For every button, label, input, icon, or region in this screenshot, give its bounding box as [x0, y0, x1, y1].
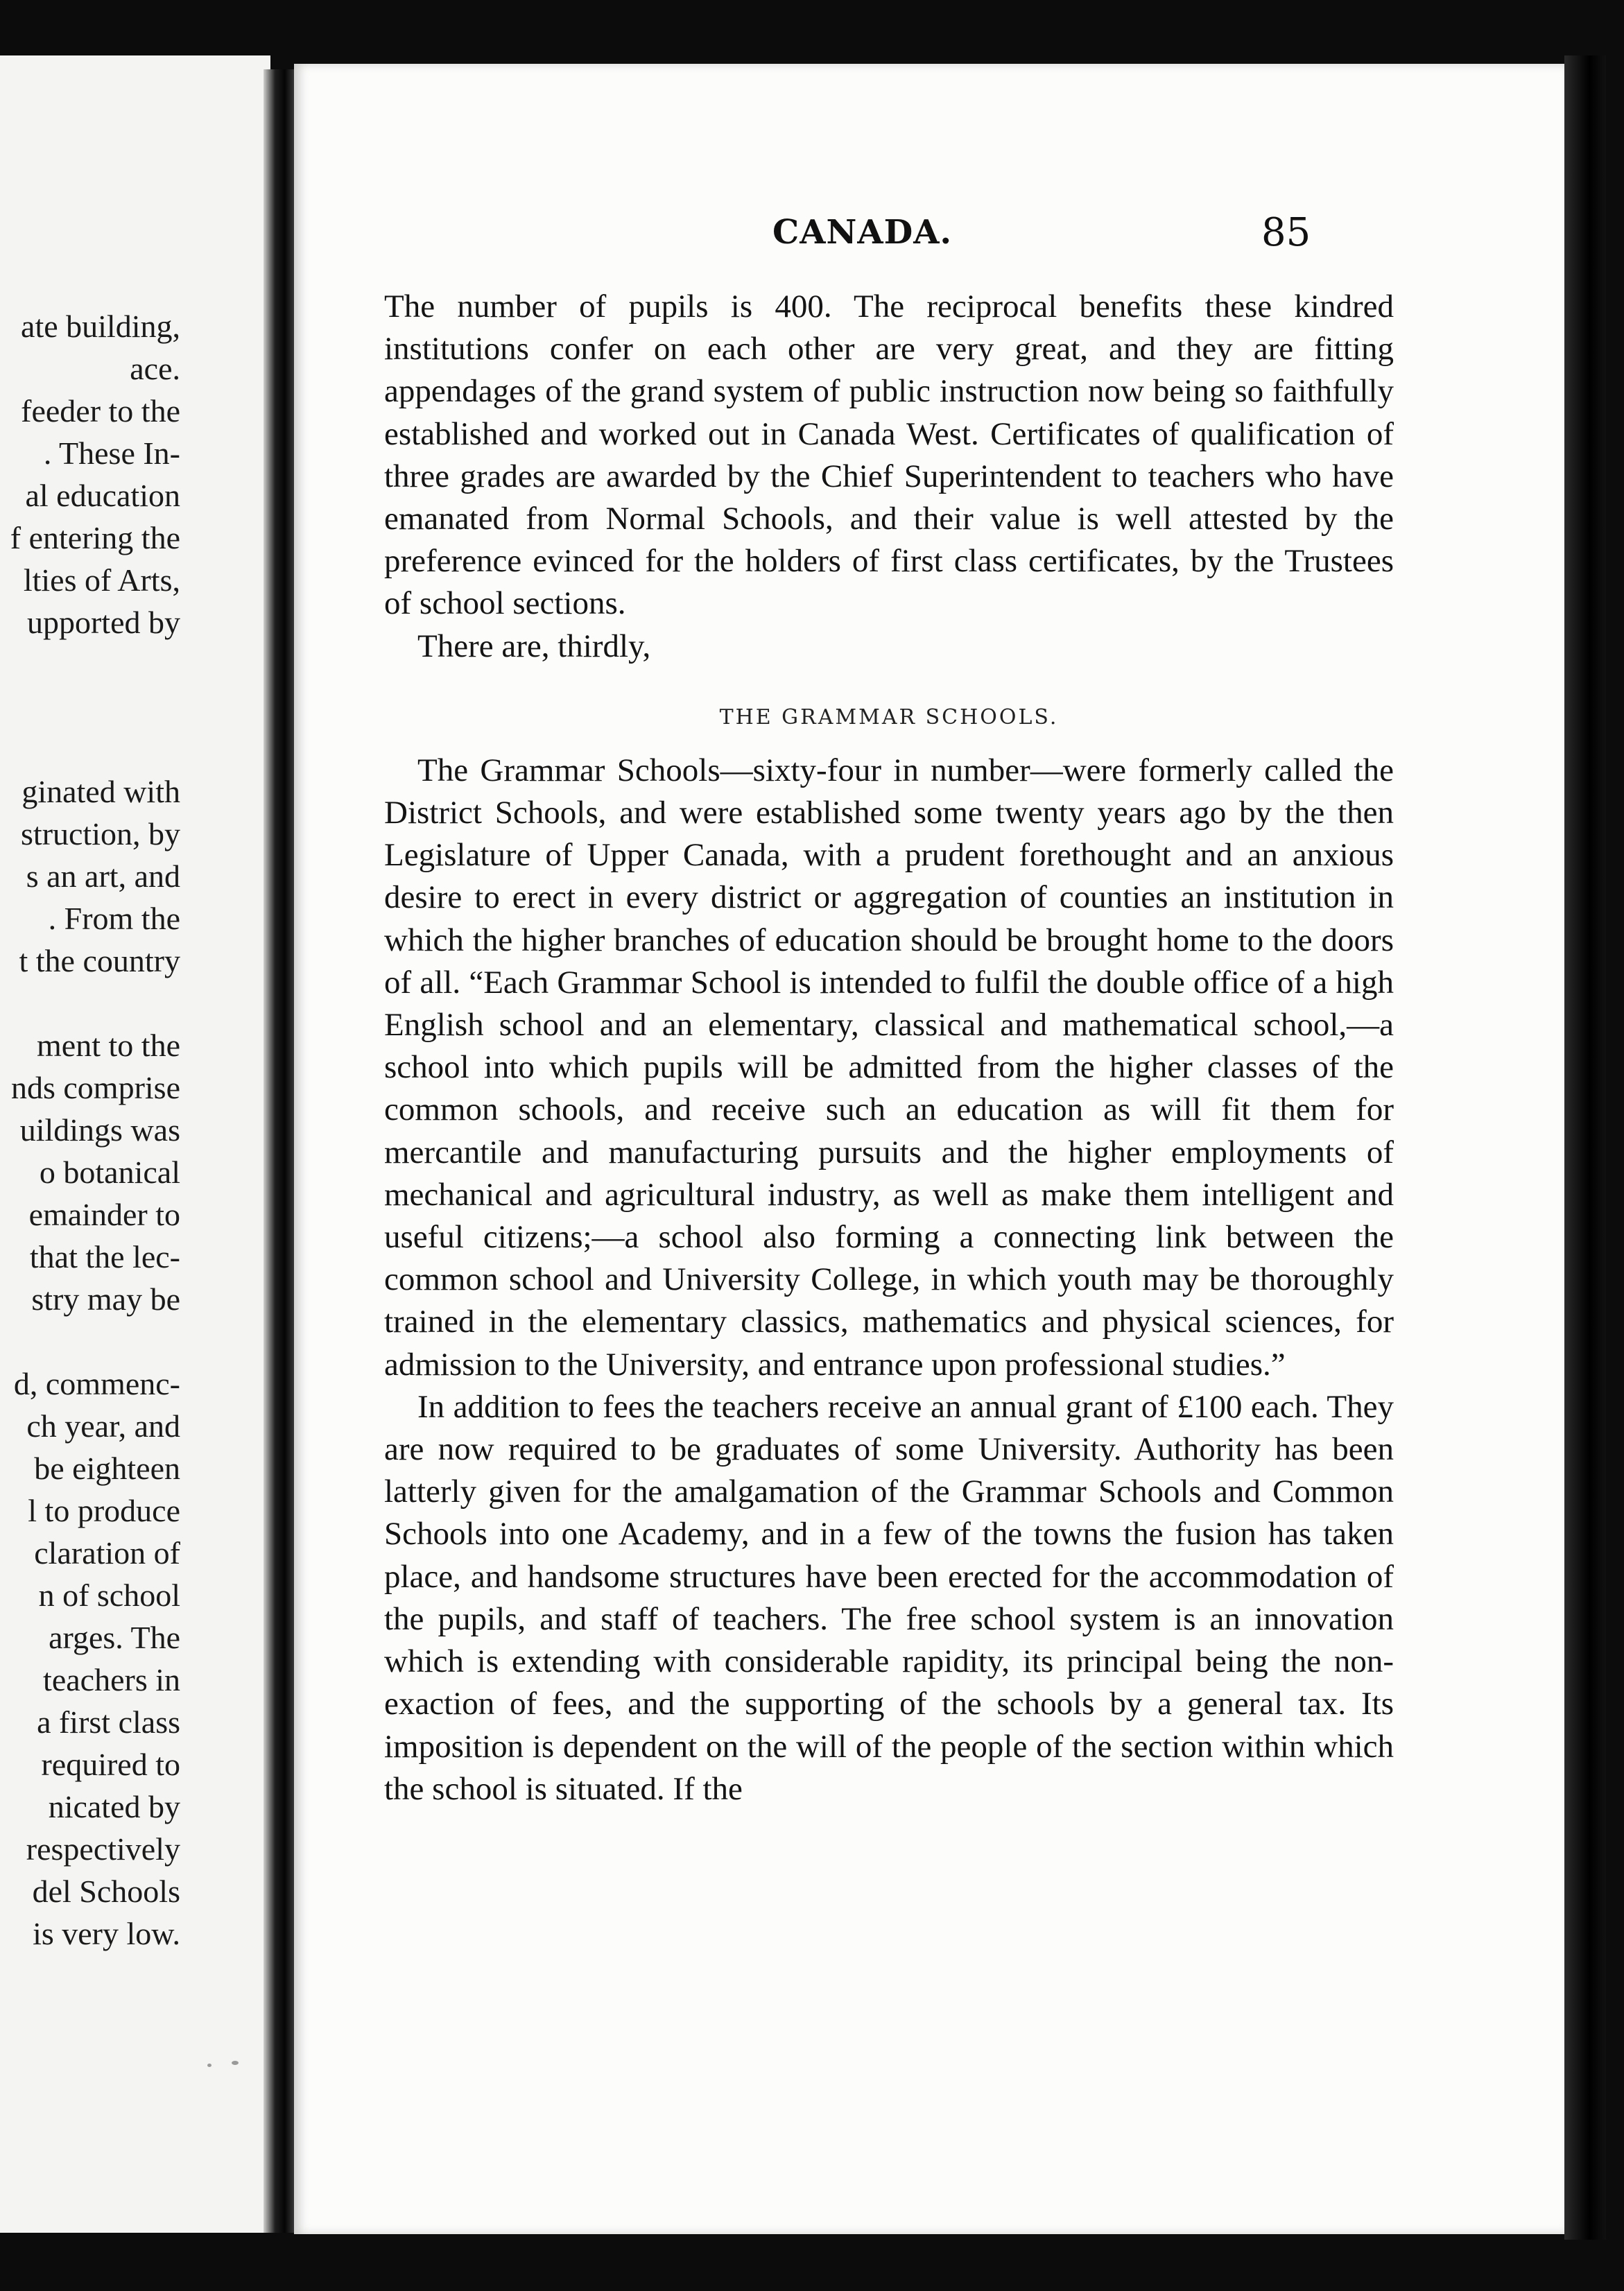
facing-page-line: nicated by — [48, 1789, 180, 1824]
facing-page-line — [0, 728, 180, 770]
facing-page-line — [0, 686, 180, 728]
facing-page-line: a first class — [37, 1704, 180, 1740]
facing-page-line: l to produce — [28, 1493, 180, 1528]
facing-page-line: ace. — [130, 351, 180, 386]
facing-page-line: respectively — [26, 1831, 180, 1867]
facing-page-line: that the lec- — [29, 1239, 180, 1274]
facing-page-line: teachers in — [43, 1662, 180, 1697]
page-number: 85 — [1261, 210, 1311, 255]
facing-page-line: arges. The — [49, 1620, 180, 1655]
facing-page-line: f entering the — [10, 520, 180, 555]
facing-page-line: required to — [41, 1747, 180, 1782]
facing-page-line: t the country — [19, 943, 180, 978]
facing-page-line: emainder to — [28, 1197, 180, 1232]
page-header — [294, 210, 1311, 275]
section-heading: THE GRAMMAR SCHOOLS. — [719, 704, 1059, 729]
facing-page-line: o botanical — [39, 1155, 180, 1190]
facing-page-line: be eighteen — [34, 1451, 180, 1486]
page-edge-shadow — [1564, 55, 1606, 2240]
facing-page-text — [0, 305, 180, 1955]
facing-page — [0, 55, 270, 2233]
scan-speck — [232, 2061, 239, 2065]
facing-page-line: upported by — [26, 605, 180, 640]
facing-page-line: ment to the — [37, 1028, 180, 1063]
running-head: CANADA. — [772, 213, 953, 252]
paragraph-continued: The number of pupils is 400. The reciprocal benefits these kindred institutions confer on each other are very great, and they are fitting appendages of the grand system of public instruction now being so faithfully established and worked out in Canada West. Certificates of qualification of three grades are awarded by the Chief Superintendent to teachers who have emanated from Normal Schools, and their value is well attested by the preference evinced for the holders of first class certificates, by the Trustees of school sections. — [384, 288, 1394, 622]
facing-page-line: struction, by — [21, 816, 180, 851]
facing-page-line: ch year, and — [26, 1408, 180, 1444]
facing-page-line: is very low. — [33, 1916, 180, 1951]
page-body — [384, 286, 1394, 1810]
paragraph-grammar-schools: The Grammar Schools—sixty-four in number—were formerly called the District Schools, and were established some twenty years ago by the then Legislature of Upper Canada, with a prudent forethought and an anxious desire to erect in every district or aggregation of counties an institution in which the higher branches of education should be brought home to the doors of all. “Each Grammar School is intended to fulfil the double office of a high English school and an elementary, classical and mathematical school,—a school into which pupils will be admitted from the higher classes of the common schools, and receive such an education as will fit them for mercantile and manufacturing pursuits and the higher employments of mechanical and agricultural industry, as well as make them intelligent and useful citizens;—a school also forming a connecting link between the common school and University College, in which youth may be thoroughly trained in the elementary classics, mathematics and physical sciences, for admission to the University, and entrance upon professional studies.” — [384, 752, 1394, 1383]
facing-page-line: . These In- — [43, 435, 180, 471]
facing-page-line: . From the — [48, 901, 180, 936]
facing-page-line — [0, 643, 180, 686]
facing-page-line: ate building, — [21, 309, 180, 344]
facing-page-line: s an art, and — [26, 858, 180, 894]
facing-page-line — [0, 982, 180, 1024]
facing-page-line: lties of Arts, — [23, 562, 180, 598]
paragraph-thirdly: There are, thirdly, — [417, 628, 651, 664]
facing-page-line: d, commenc- — [13, 1366, 180, 1401]
book-page — [294, 64, 1564, 2234]
facing-page-line: claration of — [34, 1535, 180, 1571]
facing-page-line: nds comprise — [10, 1070, 180, 1105]
facing-page-line: del Schools — [32, 1874, 180, 1909]
facing-page-line: al education — [25, 478, 180, 513]
facing-page-line: uildings was — [19, 1112, 180, 1148]
facing-page-line: stry may be — [31, 1281, 180, 1317]
facing-page-line: feeder to the — [21, 393, 180, 429]
paragraph-fees: In addition to fees the teachers receive an annual grant of £100 each. They are now required to be graduates of some University. Authority has been latterly given for the amalgamation of the Grammar Schools and Common Schools into one Academy, and in a few of the towns the fusion has taken place, and handsome structures have been erected for the accommodation of the pupils, and staff of teachers. The free school system is an innovation which is extending with considerable rapidity, its principal being the non-exaction of fees, and the supporting of the schools by a general tax. Its imposition is dependent on the will of the people of the section within which the school is situated. If the — [384, 1388, 1394, 1807]
scan-speck — [207, 2064, 211, 2067]
facing-page-line: n of school — [38, 1577, 180, 1613]
facing-page-line: ginated with — [21, 774, 180, 809]
facing-page-line — [0, 1320, 180, 1363]
